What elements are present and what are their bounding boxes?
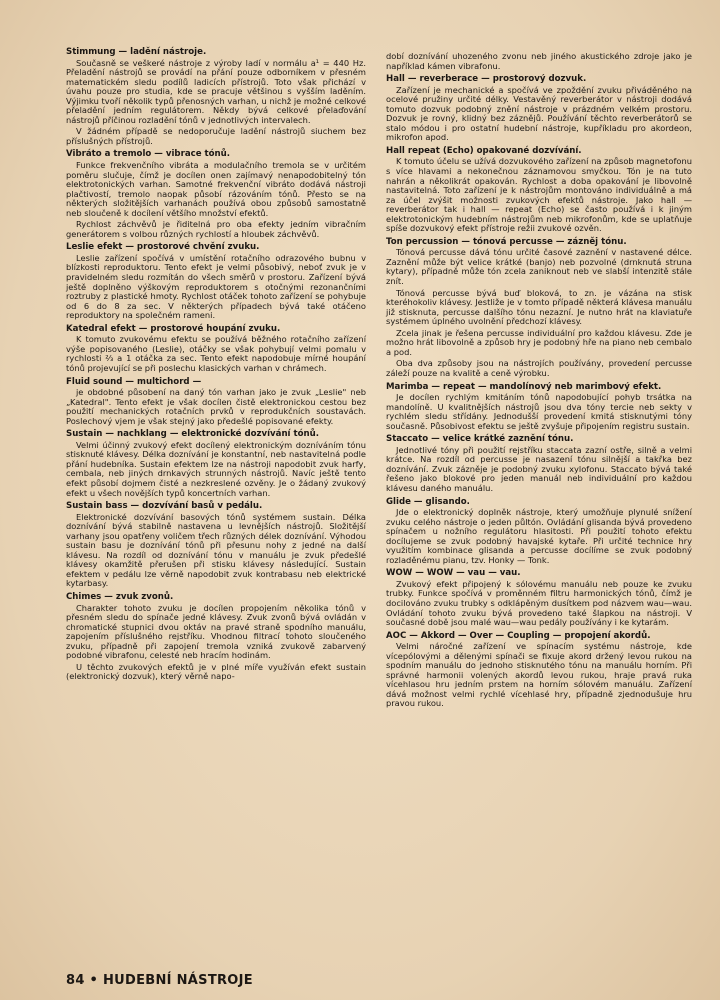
paragraph: Zařízení je mechanické a spočívá ve zpoždění zvuku přiváděného na ocelové pružiny určité délky. Vestavěný reverberátor v nástroji dodává tomuto dozvuk podobný znění nástroje v prázdném velkém prostoru. Dozvuk je rovný, klidný bez záznějů. Používání těchto reverberátorů se stalo módou i pro ostatní hudební nástroje, kupříkladu pro akordeon, mikrofon apod. [386, 84, 692, 143]
article-section [386, 569, 692, 627]
section-heading: Vibráto a tremolo — vibrace tónů. [66, 149, 231, 160]
article-section [66, 243, 366, 320]
running-title: HUDEBNÍ NÁSTROJE [102, 973, 253, 988]
article-section [66, 378, 366, 427]
paragraph: V žádném případě se nedoporučuje ladění nástrojů siuchem bez příslušných přístrojů. [66, 126, 366, 146]
paragraph: je obdobné působení na daný tón varhan jako je zvuk „Leslie" neb „Katedral". Tento efekt je však docílen čistě elektronickou cestou bez použití mechanických rotačních prvků v reprodukčních soustavách. Poslechový vjem je však stejný jako předešlé popisované efekty. [66, 387, 366, 426]
section-heading: Sustain — nachklang — elektronické dozvívání tónů. [66, 429, 320, 440]
paragraph: K tomuto účelu se užívá dozvukového zařízení na způsob magnetofonu s více hlavami a nekonečnou záznamovou smyčkou. Tón je na tuto nahrán a několikrát opakován. Rychlost a doba opakování je libovolně nastavitelná. Toto zařízení je k nástrojům montováno individuálně a má za účel zvýšit možnosti zvukových efektů nástroje. Jako hall — reverberátor tak i hall — repeat (Echo) se často používá i k jiným elektrotonickým hudebním nástrojům neb mikrofonům, kde se uplatňuje spíše dozvukový efekt přístroje režii zvukové ozvěn. [386, 156, 692, 234]
article-section [386, 75, 692, 143]
section-heading: Ton percussion — tónová percusse — zázněj tónu. [386, 236, 627, 247]
paragraph: Je docílen rychlým kmitáním tónů napodobující pohyb trsátka na mandolíně. U kvalitnějších nástrojů jsou dva tóny tercie neb sekty v rychlém sledu střídány. Jednodušší provedení kmitá stisknutými tóny současně. Působivost efektu se ještě zvyšuje připojením registru sustain. [386, 392, 692, 431]
paragraph: Elektronické dozvívání basových tónů systémem sustain. Délka doznívání bývá stabilně nastavena u levnějších nástrojů. Složitější varhany jsou opatřeny voličem třech různých délek doznívání. Výhodou sustain basu je doznívání tónů při přesunu nohy z jedné na další klávesu. Na rozdíl od doznívání tónu v manuálu je zvuk předešlé klávesy okamžitě přerušen při stisku klávesy následující. Sustain efektem v pedálu lze věrně napodobit zvuk kontrabasu neb elektrické kytarbasy. [66, 511, 366, 589]
section-heading: Sustain bass — dozvívání basů v pedálu. [66, 501, 263, 512]
paragraph: U těchto zvukových efektů je v plné míře využíván efekt sustain (elektronický dozvuk), který věrně napo- [66, 661, 366, 682]
paragraph: Velmi účinný zvukový efekt docílený elektronickým dozníváním tónu stisknuté klávesy. Délka doznívání je konstantní, neb nastavitelná podle přání hudebníka. Sustain efektem lze na nástroji napodobit zvuk harfy, cembala, neb jiných drnkavých strunných nástrojů. Navíc ještě tento efekt působí dojmem čisté a nezkreslené ozvěny. Je o žádaný zvukový efekt u všech novějších typů koncertních varhan. [66, 439, 366, 498]
section-heading: Katedral efekt — prostorové houpání zvuku. [66, 323, 281, 334]
paragraph: Leslie zařízení spočívá v umístění rotačního odrazového bubnu v blízkosti reproduktoru. Tento efekt je velmi působivý, neboť zvuk je v pravidelném sledu rozmítán do všech směrů v prostoru. Zařízení bývá ještě doplněno výškovým reproduktorem s otočnými rezonančními roztruby z plastické hmoty. Rychlost otáček tohoto zařízení se pohybuje od 6 do 8 za sec. V některých případech bývá také otáčeno reproduktory na společném rameni. [66, 252, 366, 321]
article-section [66, 48, 366, 146]
article-section [66, 325, 366, 374]
paragraph: dobí doznívání uhozeného zvonu neb jiného akustického zdroje jako je například kámen vibrafonu. [386, 51, 692, 71]
article-section [66, 430, 366, 498]
article-section [66, 502, 366, 589]
paragraph: K tomuto zvukovému efektu se používá běžného rotačního zařízení výše popisovaného (Leslie), otáčky se však pohybují velmi pomalu v rychlosti ⅔ a 1 otáčka za sec. Tento efekt napodobuje mírné houpání tónů projevující se při poslechu klasických varhan v chrámech. [66, 334, 366, 373]
paragraph: Funkce frekvenčního vibráta a modulačního tremola se v určitém poměru slučuje, čímž je docílen onen zajímavý nenapodobitelný tón elektrotonických varhan. Samotné frekvenční vibráto dodává nástroji plačtivostí, tremolo naopak působí rázováním tónů. Přesto se na některých složitějších varhanách používá obou způsobů samostatně neb sloučeně k docílení většího množství efektů. [66, 160, 366, 218]
paragraph: Tónová percusse dává tónu určité časové zaznění v nastavené délce. Zaznění může být velice krátké (banjo) neb pozvolné (drnknutá struna kytary), případně může tón zcela zaniknout neb ve slabší intenzitě stále znít. [386, 247, 692, 287]
article-section [386, 435, 692, 493]
article-section [386, 147, 692, 234]
section-heading: Fluid sound — multichord — [66, 376, 202, 387]
section-heading: Leslie efekt — prostorové chvění zvuku. [66, 242, 260, 253]
section-heading: Staccato — velice krátké zaznění tónu. [386, 434, 574, 445]
page-footer [66, 973, 253, 988]
left-column [66, 48, 366, 686]
article-section [386, 498, 692, 566]
paragraph: Rychlost záchvěvů je řiditelná pro oba efekty jedním vibračním generátorem s volbou různých rychlostí a hloubek záchvěvů. [66, 219, 366, 239]
article-section [66, 150, 366, 239]
article-section [66, 593, 366, 682]
article-section [386, 238, 692, 379]
section-heading: Stimmung — ladění nástroje. [66, 47, 207, 57]
article-section [386, 52, 692, 71]
paragraph: Jde o elektronický doplněk nástroje, který umožňuje plynulé snížení zvuku celého nástroje o jeden půltón. Ovládání glisanda bývá provedeno spínačem u nožního regulátoru hlasitosti. Při použití tohoto efektu docílujeme se zvuk podobný havajské kytaře. Při určité technice hry využitím kombinace glisanda a percusse docílíme se zvuk podobný rozladěnému pianu, tzv. Honky — Tonk. [386, 507, 692, 565]
section-heading: Hall repeat (Echo) opakované dozvívání. [386, 145, 582, 156]
paragraph: Zcela jinak je řešena percusse individuální pro každou klávesu. Zde je možno hrát libovolně a způsob hry je podobný hře na piano neb cembalo a pod. [386, 327, 692, 357]
article-section [386, 632, 692, 709]
footer-bullet: • [89, 973, 99, 988]
section-heading: AOC — Akkord — Over — Coupling — propojení akordů. [386, 630, 651, 641]
paragraph: Zvukový efekt připojený k sólovému manuálu neb pouze ke zvuku trubky. Funkce spočívá v proměnném filtru harmonických tónů, čímž je docilováno zvuku trubky s odklápěným dusítkem pod názvem wau—wau. Ovládání tohoto zvuku bývá provedeno také šlapkou na nástroji. V současné době jsou malé wau—wau pedály používány i ke kytarám. [386, 578, 692, 628]
paragraph: Oba dva způsoby jsou na nástrojích používány, provedení percusse záleží pouze na kvalitě a ceně výrobku. [386, 358, 692, 378]
paragraph: Velmi náročné zařízení ve spínacím systému nástroje, kde vícepólovými a dělenými spínači se fixuje akord držený levou rukou na spodním manuálu do jednoho stisknutého tónu na manuálu horním. Při správné harmonii volených akordů levou rukou, hraje pravá ruka vícehlasou hru jedním prstem na horním sólovém manuálu. Zařízení dává možnost velmi rychlé vícehlasé hry, případně zjednodušuje hru pravou rukou. [386, 641, 692, 709]
article-section [386, 383, 692, 432]
section-heading: WOW — WOW — vau — vau. [386, 568, 521, 579]
section-heading: Glide — glisando. [386, 496, 470, 507]
paragraph: Současně se veškeré nástroje z výroby ladí v normálu a¹ = 440 Hz. Přeladění nástrojů se provádí na přání pouze odborníkem v přesném matematickém sledu podílů ladicích přístrojů. Toto však přichází v úvahu pouze pro studia, kde se pracuje většinou s vyšším laděním. Výjimku tvoří několik typů přenosných varhan, u nichž je možné celkové přeladění jedním regulátorem. Někdy bývá celkové přelaďování nástrojů příčinou rozladění tónů v jednotlivých intervalech. [66, 57, 366, 125]
paragraph: Charakter tohoto zvuku je docílen propojením několika tónů v přesném sledu do spínače jedné klávesy. Zvuk zvonů bývá ovládán v chromatické stupnici dvou oktáv na pravé straně spodního manuálu, zapojením příslušného rejstříku. Vhodnou filtrací tohoto sloučeného zvuku, případně při zapojení tremola vzniká zvukově zabarvený podobné vibrafonu, celesté neb hracím hodinám. [66, 602, 366, 661]
paragraph: Jednotlivé tóny při použití rejstříku staccata zazní ostře, silně a velmi krátce. Na rozdíl od percusse je nasazení tónu silnější a takřka bez doznívání. Zvuk zázněje je podobný zvuku xylofonu. Staccato bývá také řešeno jako blokové pro jeden manuál neb individuální pro každou klávesu daného manuálu. [386, 444, 692, 493]
paragraph: Tónová percusse bývá buď bloková, to zn. je vázána na stisk kteréhokoliv klávesy. Jestliže je v tomto případě některá klávesa manuálu již stisknuta, percusse dalšího tónu nezazní. Je nutno hrát na klaviatuře systémem úplného uvolnění předchozí klávesy. [386, 287, 692, 327]
page-number: 84 [66, 973, 85, 988]
right-column [386, 52, 692, 713]
section-heading: Hall — reverberace — prostorový dozvuk. [386, 74, 587, 85]
section-heading: Chimes — zvuk zvonů. [66, 591, 174, 602]
section-heading: Marimba — repeat — mandolínový neb marimbový efekt. [386, 381, 662, 392]
